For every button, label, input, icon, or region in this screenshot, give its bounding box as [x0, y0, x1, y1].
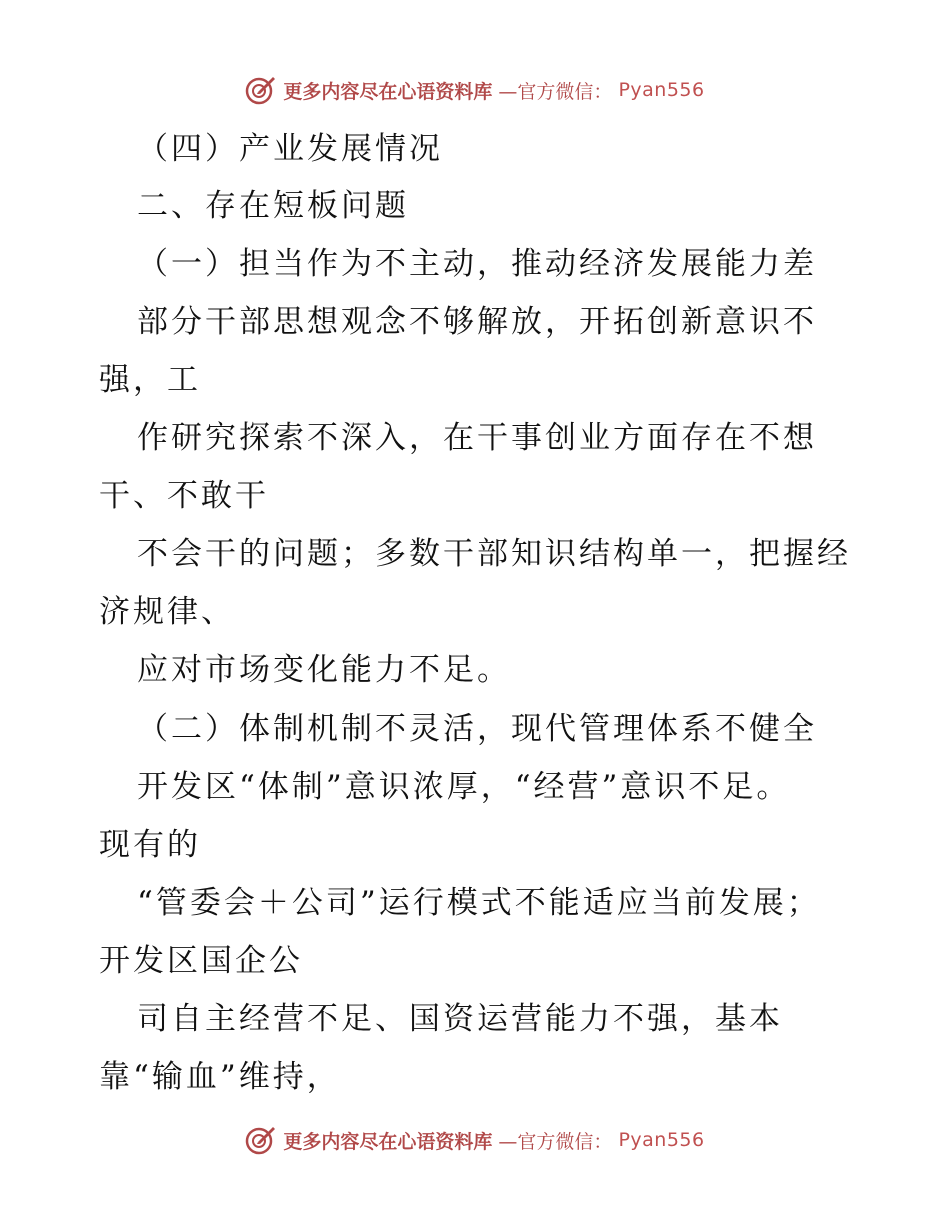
- paragraph-line: 不会干的问题；多数干部知识结构单一，把握经: [137, 536, 851, 572]
- watermark-wechat-id: Pyan556: [618, 1129, 705, 1151]
- section-heading: 二、存在短板问题: [137, 188, 409, 224]
- subsection-heading: （二）体制机制不灵活，现代管理体系不健全: [137, 711, 817, 747]
- paragraph-line: 应对市场变化能力不足。: [137, 652, 511, 688]
- section-heading: （四）产业发展情况: [137, 131, 443, 167]
- paragraph-line: 开发区国企公: [99, 943, 303, 979]
- paragraph-line: 作研究探索不深入，在干事创业方面存在不想: [137, 420, 817, 456]
- paragraph-line: 强，工: [99, 362, 201, 398]
- paragraph-line: 干、不敢干: [99, 478, 269, 514]
- watermark-text: 更多内容尽在心语资料库: [283, 1130, 493, 1153]
- paragraph-line: 济规律、: [99, 594, 235, 630]
- paragraph-line: 司自主经营不足、国资运营能力不强，基本: [137, 1001, 783, 1037]
- paragraph-line: 现有的: [99, 827, 201, 863]
- watermark-separator: —官方微信：: [498, 1130, 613, 1153]
- watermark-footer: [0, 1120, 950, 1160]
- watermark-text: 更多内容尽在心语资料库: [283, 80, 493, 103]
- paragraph-line: “管委会＋公司”运行模式不能适应当前发展；: [137, 885, 821, 921]
- paragraph-line: 靠“输血”维持，: [99, 1059, 341, 1095]
- subsection-heading: （一）担当作为不主动，推动经济发展能力差: [137, 246, 817, 282]
- pen-logo-icon: [245, 1124, 277, 1156]
- watermark-banner: [245, 1124, 704, 1156]
- paragraph-line: 开发区“体制”意识浓厚，“经营”意识不足。: [137, 769, 791, 805]
- watermark-separator: —官方微信：: [498, 80, 613, 103]
- watermark-wechat-id: Pyan556: [618, 79, 705, 101]
- paragraph-line: 部分干部思想观念不够解放，开拓创新意识不: [137, 304, 817, 340]
